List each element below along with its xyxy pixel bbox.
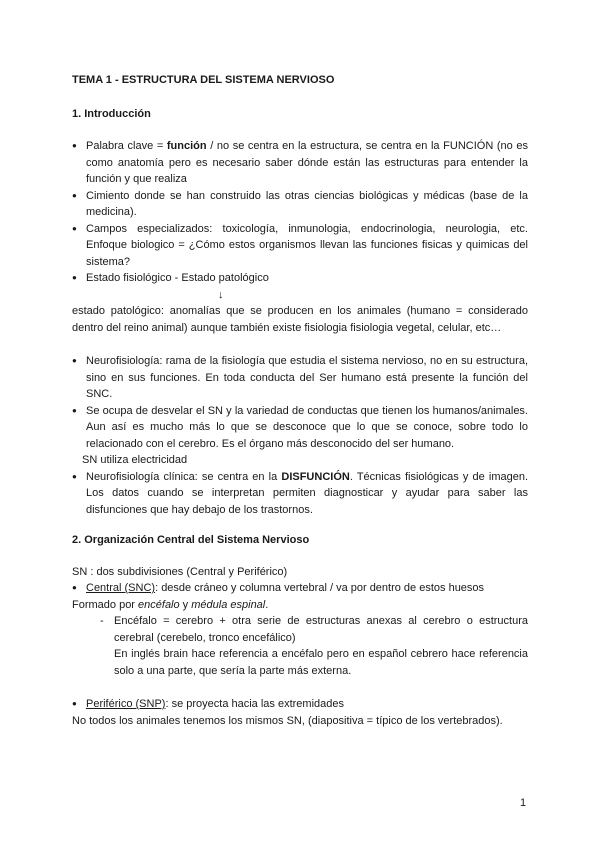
document-title: TEMA 1 - ESTRUCTURA DEL SISTEMA NERVIOSO	[72, 74, 335, 86]
dash-item-encefalo	[72, 613, 528, 646]
dash-item-text: Encéfalo = cerebro + otra serie de estructuras anexas al cerebro o estructura cerebral (cerebelo, tronco encefálico)	[114, 615, 528, 644]
bullet-estados: ● Estado fisiológico - Estado patológico	[72, 270, 528, 287]
bullet-desvelar: ● Se ocupa de desvelar el SN y la variedad de conductas que tienen los humanos/animales. Aun así es mucho más lo que se desconoce que lo que se conoce, sobre todo lo relacionado con el cerebro. Es el órgano más desconocido del ser humano.	[72, 403, 528, 453]
down-arrow-icon: ↓	[218, 288, 224, 301]
paragraph-sn-subdivisiones: SN : dos subdivisiones (Central y Periférico)	[72, 565, 288, 578]
section-1-heading: 1. Introducción	[72, 107, 151, 120]
bullet-text: : se proyecta hacia las extremidades	[165, 698, 345, 710]
paragraph-formado	[72, 597, 528, 614]
bullet-cimiento: ● Cimiento donde se han construido las otras ciencias biológicas y médicas (base de la medicina).	[72, 188, 528, 221]
bullet-text: Neurofisiología clínica: se centra en la	[86, 470, 282, 483]
dash-marker: -	[100, 615, 104, 627]
italic-term: encéfalo	[138, 598, 180, 611]
bullet-periferico	[72, 696, 528, 713]
document-page	[72, 70, 528, 729]
bullet-text: : desde cráneo y columna vertebral / va por dentro de estos huesos	[155, 582, 485, 594]
bullet-clinica	[72, 469, 528, 519]
note-electricidad: SN utiliza electricidad	[82, 454, 188, 466]
paragraph-ingles: En inglés brain hace referencia a encéfalo pero en español cebrero hace referencia solo a una parte, que sería la parte más externa.	[114, 648, 528, 677]
bullet-text: . Técnicas fisiológicas y de imagen. Los datos cuando se interpretan permiten diagnosticar y ayudar para saber las disfunciones que hay debajo de los trastornos.	[86, 470, 529, 516]
bold-keyword: DISFUNCIÓN	[281, 470, 350, 483]
page-number: 1	[520, 797, 527, 809]
paragraph-no-todos: No todos los animales tenemos los mismos SN, (diapositiva = típico de los vertebrados).	[72, 714, 503, 727]
bullet-campos: ● Campos especializados: toxicología, inmunologia, endocrinologia, neurologia, etc. Enfoque biologico = ¿Cómo estos organismos llevan las funciones fisicas y quimicas del sistema?	[72, 221, 528, 271]
text-run: Formado por	[72, 598, 139, 611]
italic-term: médula espinal	[191, 598, 266, 611]
underlined-term: Periférico (SNP)	[86, 698, 166, 710]
bold-keyword: función	[166, 140, 207, 152]
section-2-heading: 2. Organización Central del Sistema Nervioso	[72, 534, 310, 546]
bullet-neurofisiologia: ● Neurofisiología: rama de la fisiología que estudia el sistema nervioso, no en su estructura, sino en sus funciones. En toda conducta del Ser humano está presente la función del SNC.	[72, 353, 528, 403]
underlined-term: Central (SNC)	[86, 582, 156, 594]
paragraph-patologico: estado patológico: anomalías que se producen en los animales (humano = considerado dentro del reino animal) aunque también existe fisiologia fisiologia vegetal, celular, etc…	[72, 305, 528, 334]
bullet-text: Palabra clave =	[86, 140, 167, 152]
text-run: y	[179, 598, 192, 611]
text-run: .	[265, 598, 269, 611]
bullet-palabra-clave	[72, 138, 528, 188]
bullet-text: / no se centra en la estructura, se centra en la FUNCIÓN (no es como anatomía pero es necesario saber dónde están las estructuras para entender la función y que realiza	[86, 140, 529, 185]
bullet-central	[72, 580, 528, 597]
